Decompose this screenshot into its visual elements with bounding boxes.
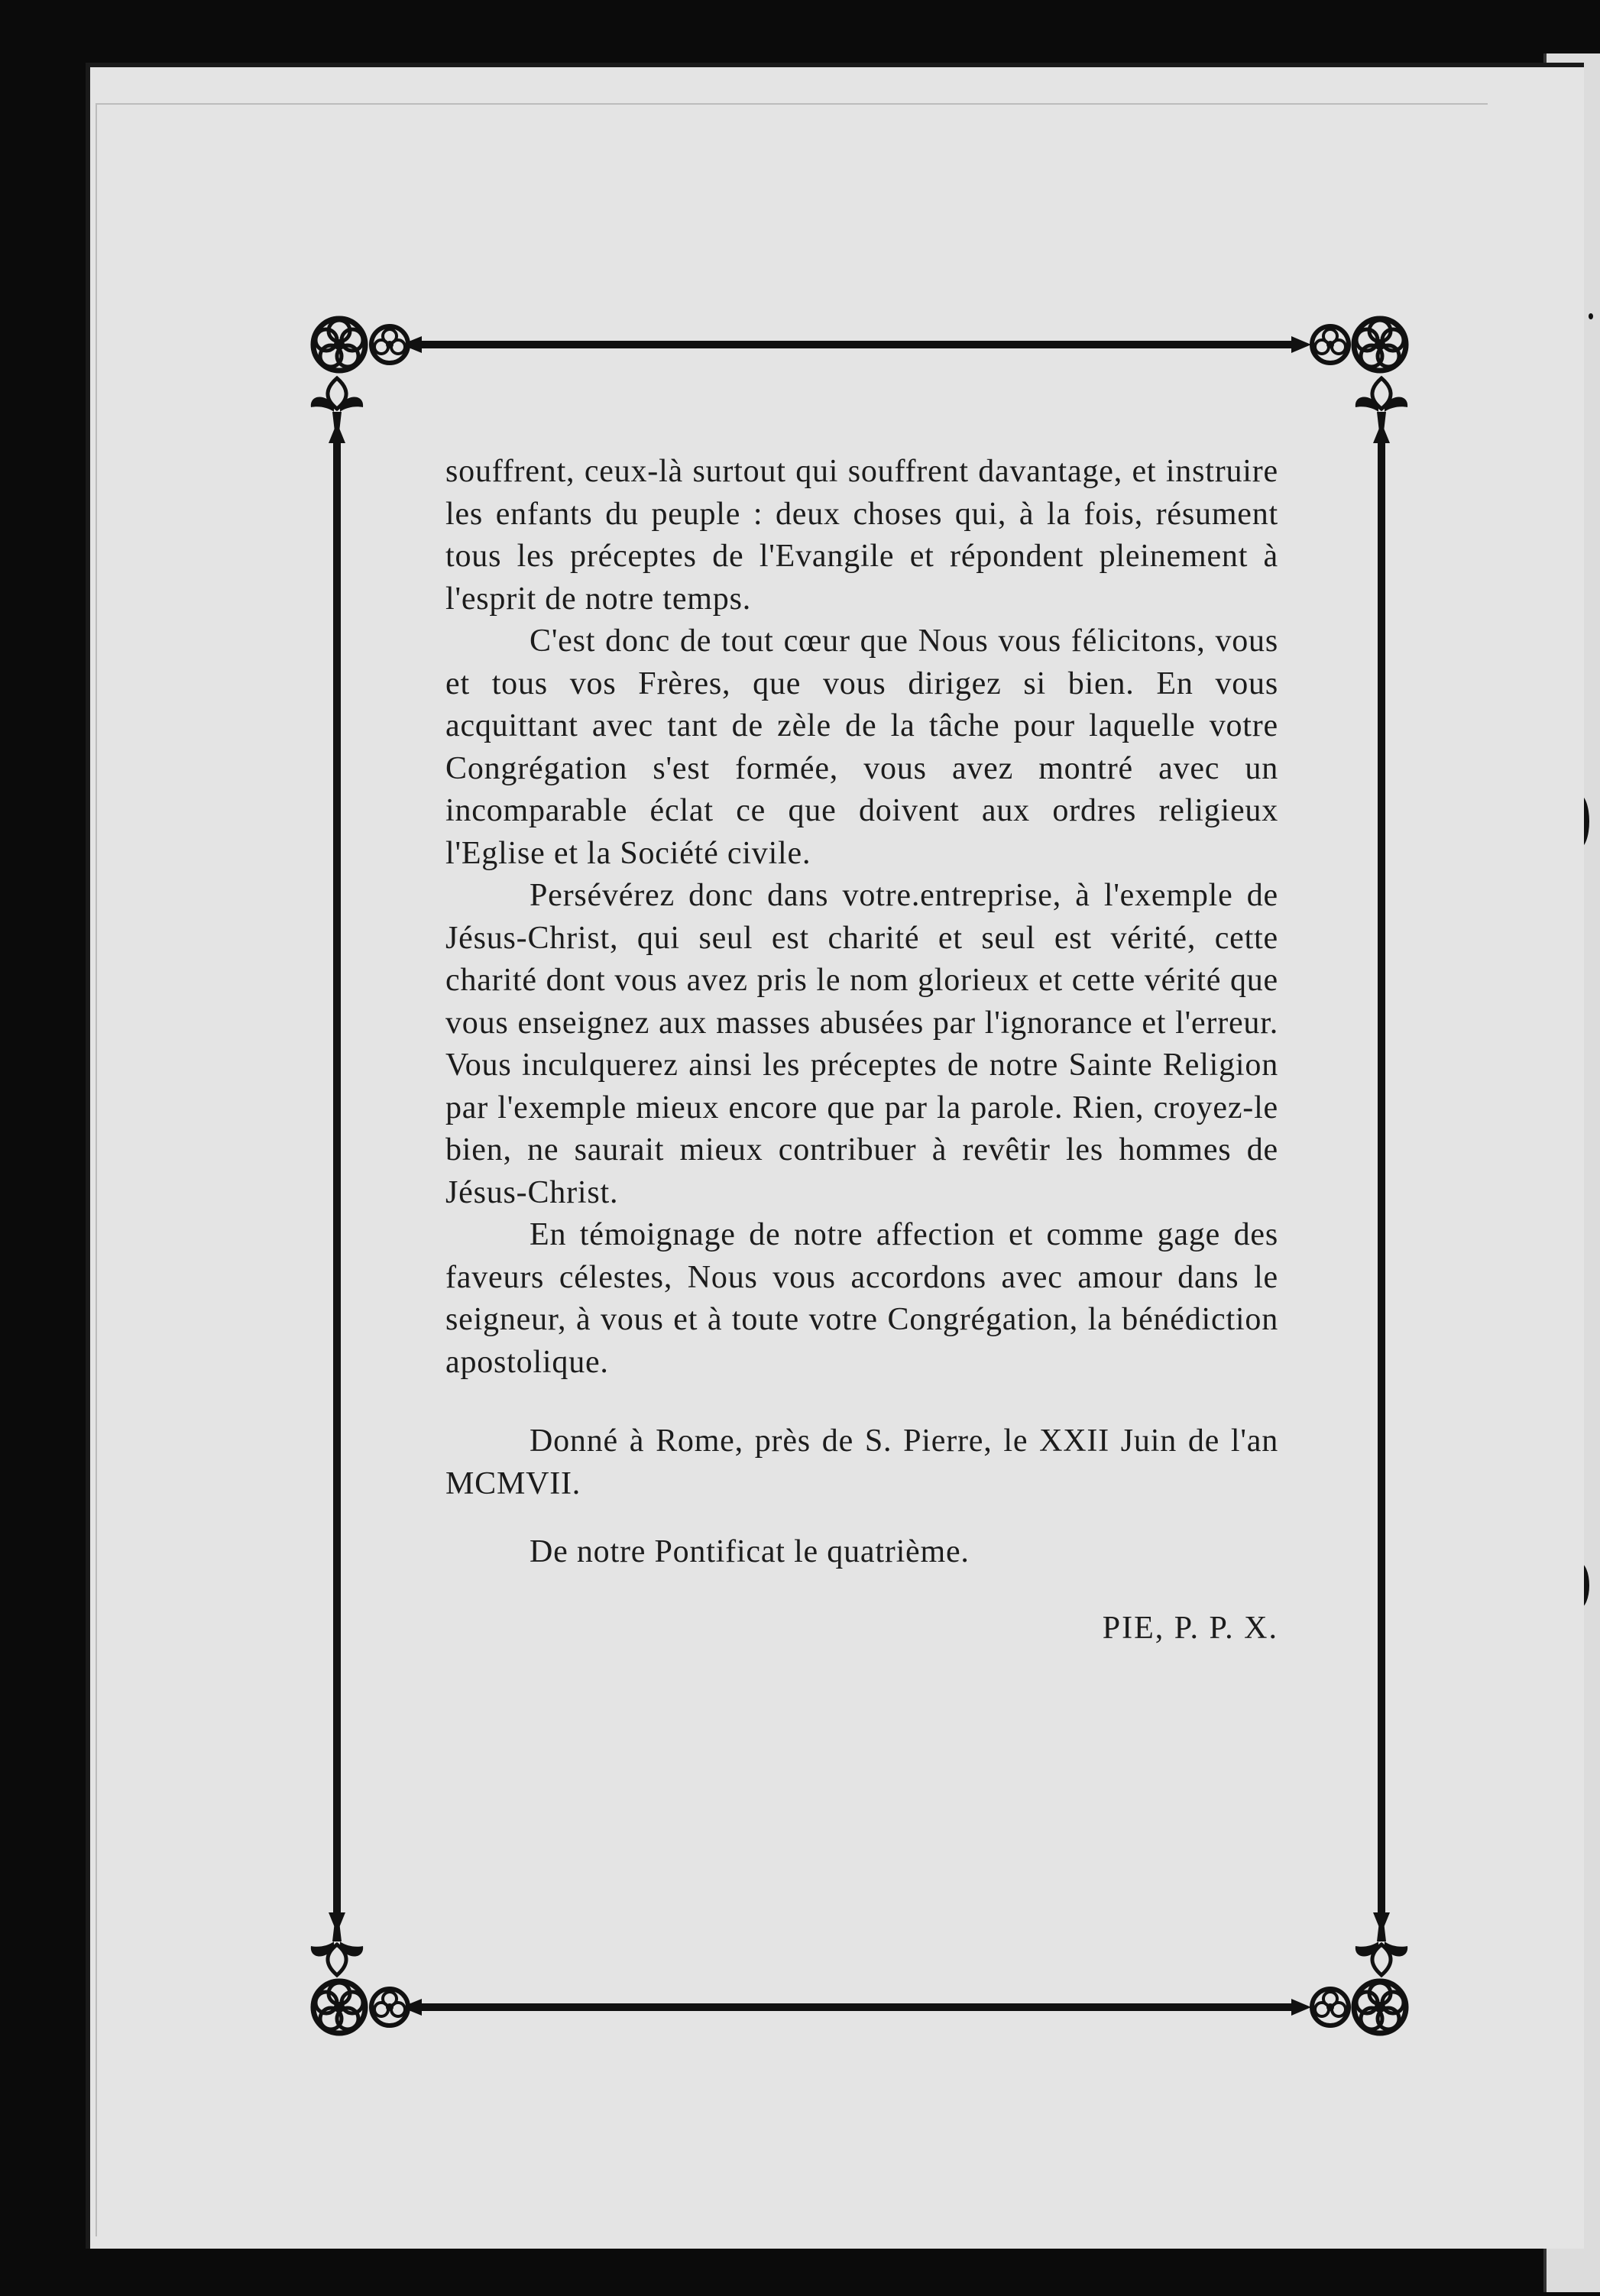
dateline: Donné à Rome, près de S. Pierre, le XXII Juin de l'an MCMVII. [445, 1423, 1278, 1501]
pontificate-line: De notre Pontificat le quatrième. [530, 1534, 970, 1569]
paragraph-exhortation: Persévérez donc dans votre.entreprise, à l'exemple de Jésus-Christ, qui seul est charité et seul est vérité, cette charité dont vous avez pris le nom glorieux et cette vérité que vous enseignez aux masses abusées par l'ignorance et l'erreur. Vous inculquerez ainsi les préceptes de notre Sainte Religion par l'exemple mieux encore que par la parole. Rien, croyez-le bien, ne saurait mieux contribuer à revêtir les hommes de Jésus-Christ. [445, 878, 1278, 1210]
lily-fleuron-icon [1355, 1922, 1407, 1975]
rosette-flower-icon [1354, 1981, 1406, 2033]
paragraph-benediction: En témoignage de notre affection et comme gage des faveurs célestes, Nous vous accordons avec amour dans le seigneur, à vous et à toute votre Congrégation, la bénédiction apostolique. [445, 1217, 1278, 1380]
rosette-flower-icon [313, 319, 365, 371]
paragraph-congratulations: C'est donc de tout cœur que Nous vous félicitons, vous et tous vos Frères, que vous dirigez si bien. En vous acquittant avec tant de zèle de la tâche pour laquelle votre Congrégation s'est formée, vous avez montré avec un incomparable éclat ce que doivent aux ordres religieux l'Eglise et la Société civile. [445, 623, 1278, 871]
top-rule [401, 336, 1311, 353]
rosette-flower-icon [371, 1989, 408, 2026]
right-rule [1373, 423, 1390, 1933]
rosette-flower-icon [1312, 326, 1349, 363]
rosette-flower-icon [313, 1981, 365, 2033]
lily-fleuron-icon [311, 378, 363, 432]
rosette-flower-icon [1354, 319, 1406, 371]
lily-fleuron-icon [311, 1922, 363, 1975]
rosette-flower-icon [1312, 1989, 1349, 2026]
letter-body [445, 451, 1278, 1650]
lily-fleuron-icon [1355, 378, 1407, 432]
paragraph-continuation: souffrent, ceux-là surtout qui souffrent davantage, et instruire les enfants du peuple : deux choses qui, à la fois, résument tous les préceptes de l'Evangile et répondent pleinement à l'esprit de notre temps. [445, 454, 1278, 617]
bottom-rule [401, 1999, 1311, 2016]
rosette-flower-icon [371, 326, 408, 363]
left-rule [329, 423, 345, 1933]
signature: PIE, P. P. X. [1102, 1610, 1278, 1646]
